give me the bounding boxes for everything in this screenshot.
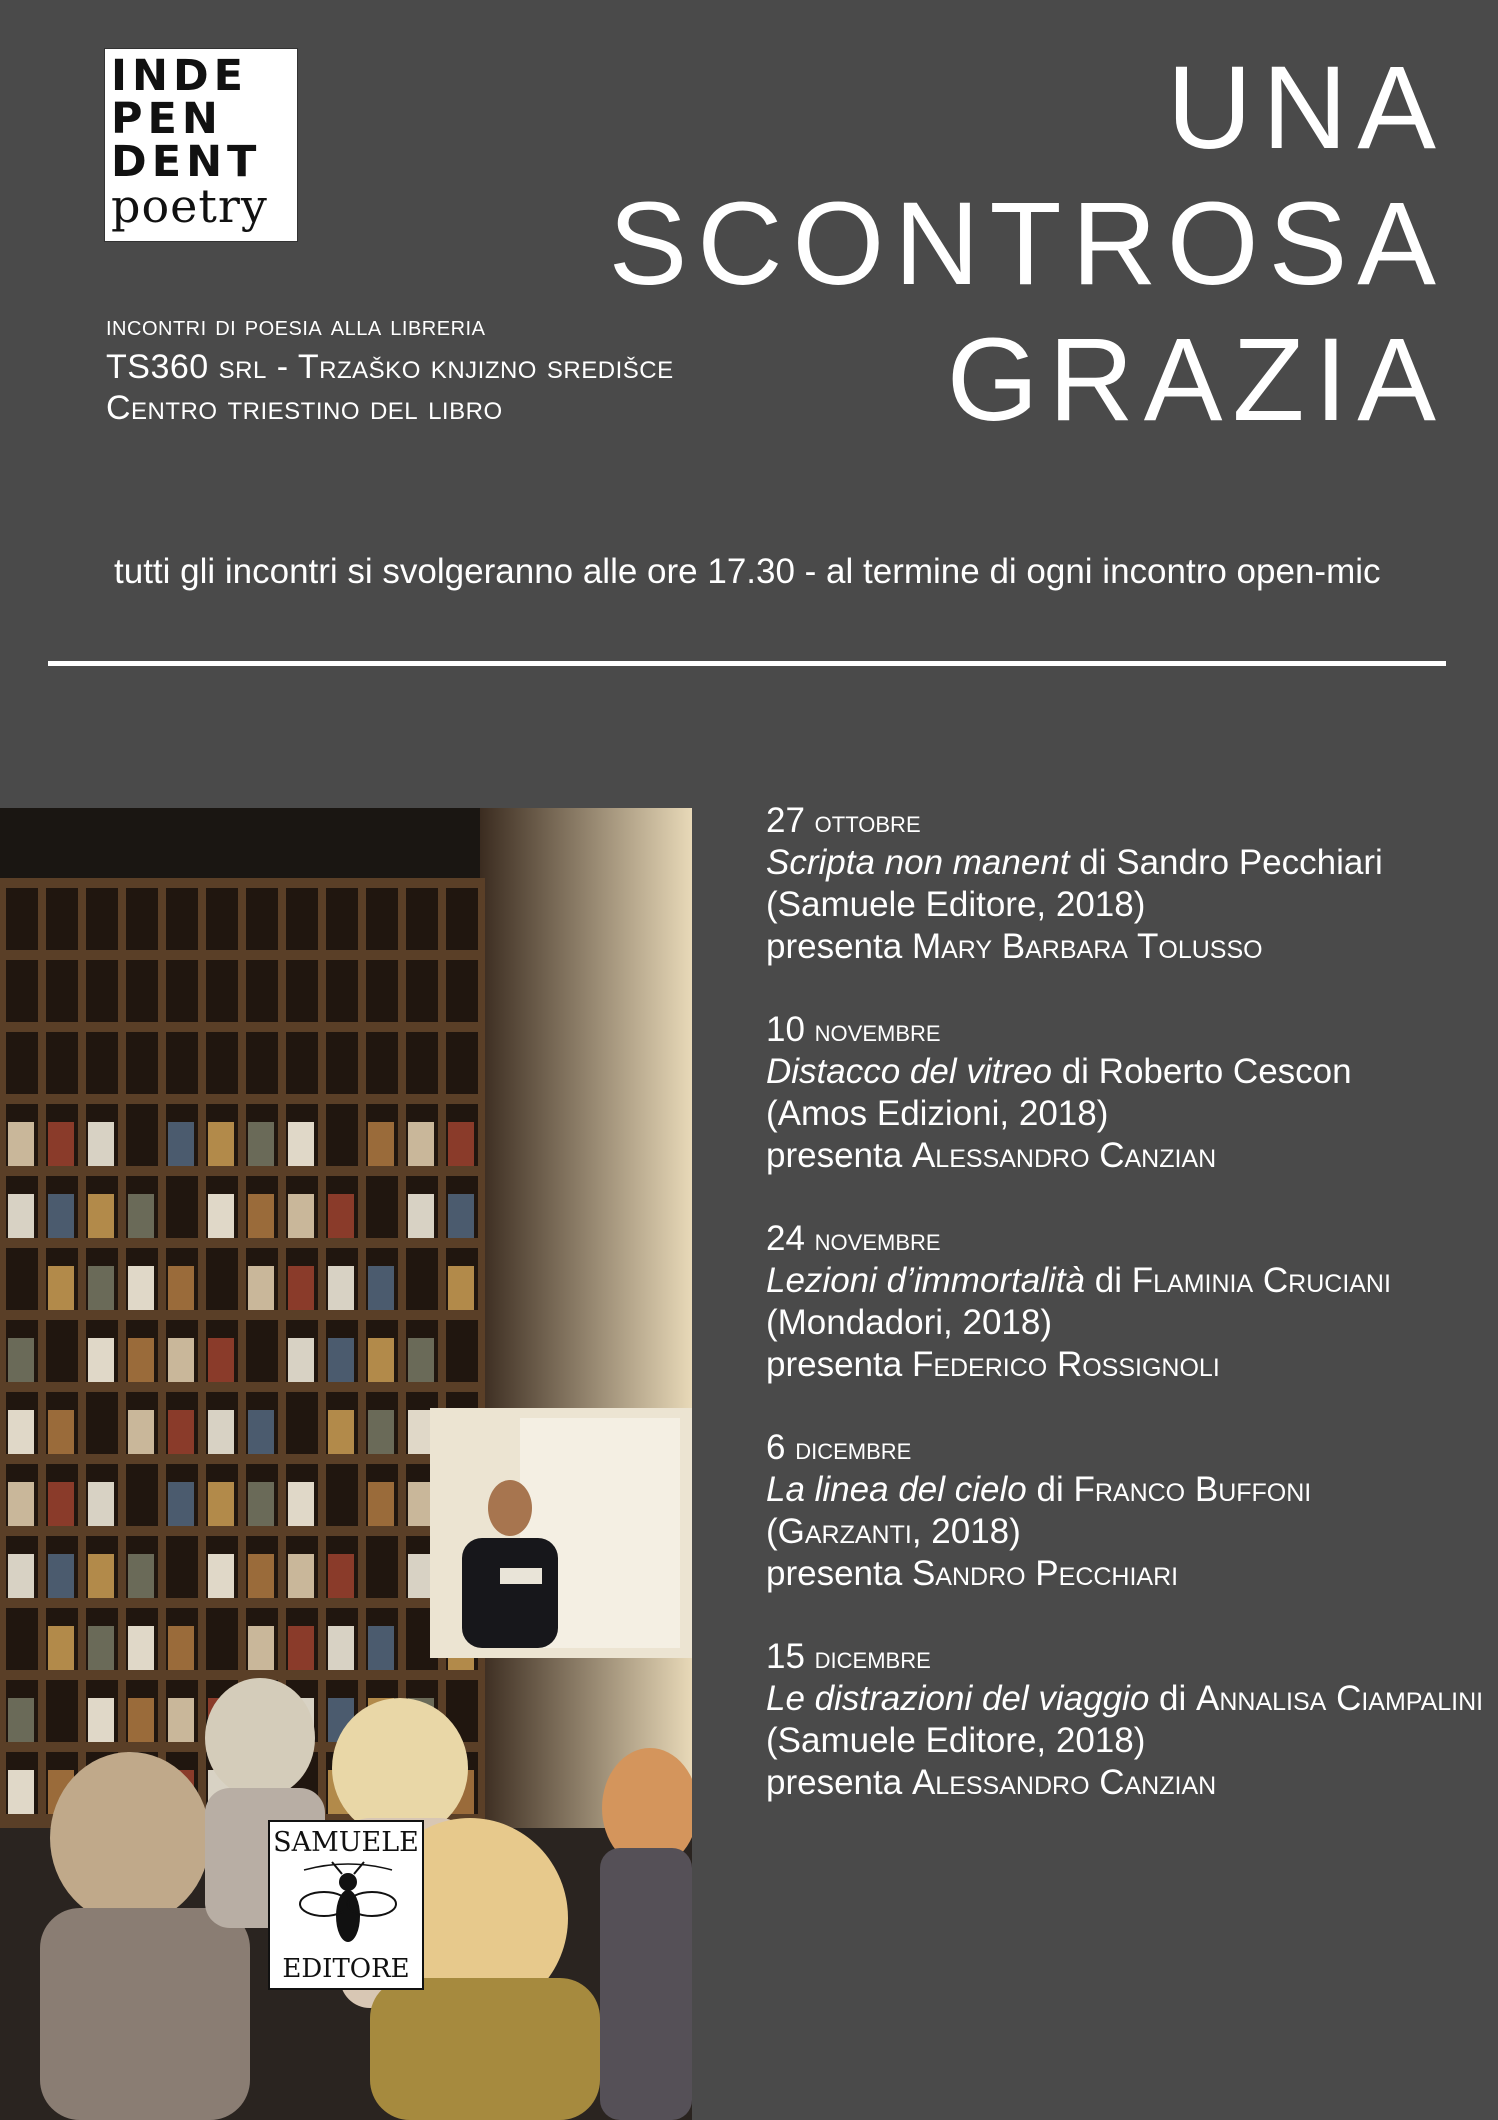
event-item (766, 800, 1483, 968)
venue-line-2: TS360 srl - Trzaško knjizno središce (106, 348, 674, 386)
event-item (766, 1636, 1483, 1804)
samuele-editore-logo (268, 1820, 424, 1990)
event-date: 15 dicembre (766, 1637, 931, 1676)
title-line-2: SCONTROSA (608, 178, 1446, 310)
independent-poetry-logo (104, 48, 298, 242)
logo-line-2: PEN (111, 94, 223, 144)
event-date: 10 novembre (766, 1010, 941, 1049)
divider-line (48, 661, 1446, 666)
event-item (766, 1009, 1483, 1177)
event-presenter: presenta Mary Barbara Tolusso (766, 927, 1263, 966)
event-presenter: presenta Sandro Pecchiari (766, 1554, 1179, 1593)
event-date: 24 novembre (766, 1219, 941, 1258)
venue-info (106, 306, 674, 429)
event-book: Scripta non manent di Sandro Pecchiari (766, 843, 1383, 882)
logo-line-3: DENT (111, 137, 262, 187)
event-publisher: (Samuele Editore, 2018) (766, 885, 1146, 924)
event-list (766, 800, 1483, 1845)
event-presenter: presenta Federico Rossignoli (766, 1345, 1220, 1384)
event-publisher: (Samuele Editore, 2018) (766, 1721, 1146, 1760)
logo-sub: poetry (111, 179, 268, 233)
schedule-note: tutti gli incontri si svolgeranno alle ore 17.30 - al termine di ogni incontro open-mic (114, 552, 1381, 591)
bee-icon (294, 1860, 402, 1952)
event-item (766, 1218, 1483, 1386)
event-book: La linea del cielo di Franco Buffoni (766, 1470, 1312, 1509)
event-book: Distacco del vitreo di Roberto Cescon (766, 1052, 1352, 1091)
title-line-1: UNA (1166, 42, 1446, 174)
event-item (766, 1427, 1483, 1595)
event-date: 27 ottobre (766, 801, 921, 840)
event-presenter: presenta Alessandro Canzian (766, 1136, 1217, 1175)
title-line-3: GRAZIA (946, 314, 1446, 446)
event-publisher: (Mondadori, 2018) (766, 1303, 1052, 1342)
badge-top-text: SAMUELE (273, 1827, 419, 1858)
badge-bottom-text: EDITORE (282, 1954, 410, 1984)
event-publisher: (Garzanti, 2018) (766, 1512, 1021, 1551)
event-book: Lezioni d’immortalità di Flaminia Cruciani (766, 1261, 1391, 1300)
logo-line-1: INDE (111, 51, 249, 101)
event-presenter: presenta Alessandro Canzian (766, 1763, 1217, 1802)
event-date: 6 dicembre (766, 1428, 912, 1467)
venue-line-1: incontri di poesia alla libreria (106, 310, 486, 342)
event-publisher: (Amos Edizioni, 2018) (766, 1094, 1109, 1133)
event-book: Le distrazioni del viaggio di Annalisa Ciampalini (766, 1679, 1484, 1718)
poster-title (609, 40, 1446, 448)
venue-line-3: Centro triestino del libro (106, 389, 503, 427)
